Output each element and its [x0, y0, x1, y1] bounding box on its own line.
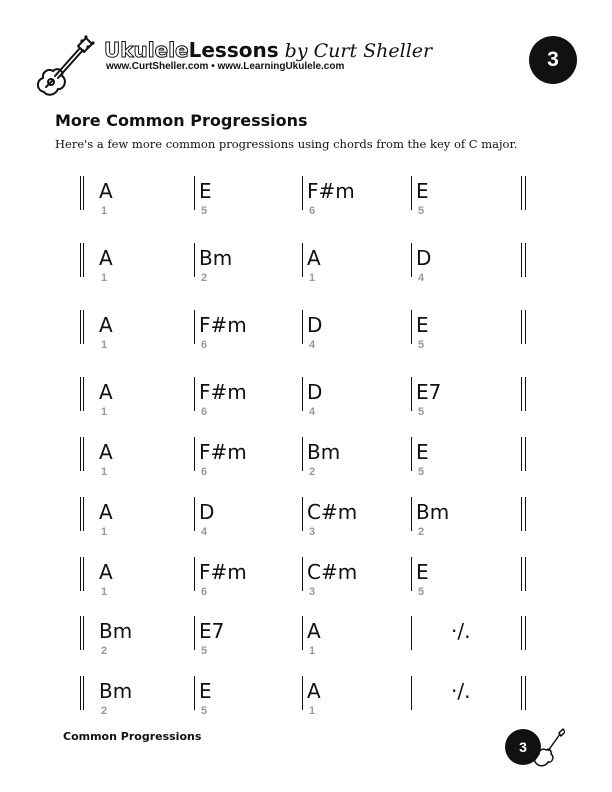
barline [411, 243, 412, 277]
header-urls: www.CurtSheller.com • www.LearningUkulele.com [106, 61, 345, 72]
double-barline-start [80, 377, 84, 411]
double-barline-end [521, 377, 526, 411]
chord-name: A [99, 179, 113, 203]
intro-text: Here's a few more common progressions using chords from the key of C major. [55, 137, 518, 151]
chord-name: E [416, 313, 429, 337]
scale-degree: 2 [309, 466, 316, 478]
scale-degree: 4 [309, 339, 316, 351]
scale-degree: 3 [309, 586, 316, 598]
progression-row [80, 310, 530, 360]
barline [302, 310, 303, 344]
footer-page-number: 3 [505, 729, 541, 765]
progression-row [80, 377, 530, 427]
scale-degree: 1 [101, 406, 108, 418]
barline [194, 176, 195, 210]
scale-degree: 1 [309, 272, 316, 284]
barline [302, 616, 303, 650]
double-barline-start [80, 176, 84, 210]
barline [302, 243, 303, 277]
chord-name: A [99, 313, 113, 337]
scale-degree: 1 [101, 586, 108, 598]
scale-degree: 6 [201, 406, 208, 418]
brand-title [104, 38, 432, 62]
scale-degree: 2 [201, 272, 208, 284]
chord-name: Bm [199, 246, 233, 270]
ukulele-small-icon [533, 726, 565, 768]
scale-degree: 1 [309, 645, 316, 657]
scale-degree: 6 [201, 586, 208, 598]
barline [411, 676, 412, 710]
chord-name: A [99, 500, 113, 524]
barline [302, 676, 303, 710]
barline [194, 243, 195, 277]
chord-name: E7 [416, 380, 442, 404]
chord-name: A [99, 440, 113, 464]
scale-degree: 5 [418, 466, 425, 478]
barline [411, 176, 412, 210]
scale-degree: 1 [101, 205, 108, 217]
chord-name: E7 [199, 619, 225, 643]
barline [194, 676, 195, 710]
barline [411, 616, 412, 650]
scale-degree: 5 [418, 205, 425, 217]
chord-name: A [307, 679, 321, 703]
scale-degree: 4 [309, 406, 316, 418]
scale-degree: 2 [418, 526, 425, 538]
chord-name: F#m [307, 179, 355, 203]
footer-logo [505, 722, 565, 772]
chord-name: F#m [199, 560, 247, 584]
double-barline-start [80, 437, 84, 471]
page-number-badge: 3 [529, 36, 577, 84]
scale-degree: 1 [101, 339, 108, 351]
chord-name: E [199, 679, 212, 703]
progression-row [80, 176, 530, 226]
chord-name: F#m [199, 380, 247, 404]
brand-ukulele: Ukulele [104, 38, 189, 62]
double-barline-end [521, 243, 526, 277]
barline [411, 437, 412, 471]
barline [411, 310, 412, 344]
barline [411, 377, 412, 411]
chord-name: Bm [416, 500, 450, 524]
progression-row [80, 437, 530, 487]
chord-name: A [99, 246, 113, 270]
ukulele-logo-icon [30, 34, 100, 104]
scale-degree: 2 [101, 705, 108, 717]
chord-name: Bm [307, 440, 341, 464]
chord-name: D [307, 313, 323, 337]
scale-degree: 1 [101, 526, 108, 538]
barline [194, 437, 195, 471]
chord-name: A [307, 619, 321, 643]
barline [194, 377, 195, 411]
double-barline-end [521, 437, 526, 471]
brand-author: by Curt Sheller [278, 40, 433, 62]
chord-name: F#m [199, 440, 247, 464]
double-barline-end [521, 676, 526, 710]
barline [302, 557, 303, 591]
scale-degree: 5 [201, 205, 208, 217]
chord-name: C#m [307, 500, 358, 524]
barline [194, 557, 195, 591]
progression-row [80, 616, 530, 666]
scale-degree: 3 [309, 526, 316, 538]
barline [302, 437, 303, 471]
chord-name: D [416, 246, 432, 270]
double-barline-start [80, 616, 84, 650]
scale-degree: 6 [201, 339, 208, 351]
scale-degree: 4 [201, 526, 208, 538]
scale-degree: 5 [418, 406, 425, 418]
repeat-measure-sign: ·/. [451, 619, 471, 643]
double-barline-end [521, 310, 526, 344]
double-barline-start [80, 676, 84, 710]
barline [194, 310, 195, 344]
chord-name: D [307, 380, 323, 404]
double-barline-end [521, 557, 526, 591]
progression-row [80, 557, 530, 607]
double-barline-start [80, 243, 84, 277]
scale-degree: 6 [201, 466, 208, 478]
scale-degree: 6 [309, 205, 316, 217]
progression-row [80, 243, 530, 293]
double-barline-start [80, 557, 84, 591]
chord-name: A [99, 560, 113, 584]
section-title: More Common Progressions [55, 111, 308, 130]
chord-name: C#m [307, 560, 358, 584]
chord-name: A [99, 380, 113, 404]
scale-degree: 4 [418, 272, 425, 284]
barline [302, 497, 303, 531]
chord-name: D [199, 500, 215, 524]
double-barline-end [521, 497, 526, 531]
barline [411, 557, 412, 591]
chord-name: Bm [99, 619, 133, 643]
barline [302, 377, 303, 411]
double-barline-end [521, 616, 526, 650]
chord-name: Bm [99, 679, 133, 703]
barline [302, 176, 303, 210]
chord-name: E [416, 560, 429, 584]
chord-name: A [307, 246, 321, 270]
chord-name: E [416, 179, 429, 203]
progression-row [80, 676, 530, 726]
barline [194, 497, 195, 531]
scale-degree: 2 [101, 645, 108, 657]
barline [411, 497, 412, 531]
scale-degree: 5 [201, 645, 208, 657]
repeat-measure-sign: ·/. [451, 679, 471, 703]
scale-degree: 1 [101, 272, 108, 284]
scale-degree: 1 [309, 705, 316, 717]
chord-name: E [199, 179, 212, 203]
barline [194, 616, 195, 650]
chord-name: E [416, 440, 429, 464]
double-barline-end [521, 176, 526, 210]
scale-degree: 5 [201, 705, 208, 717]
scale-degree: 5 [418, 586, 425, 598]
footer-label: Common Progressions [63, 730, 202, 743]
double-barline-start [80, 310, 84, 344]
double-barline-start [80, 497, 84, 531]
brand-lessons: Lessons [188, 38, 279, 62]
chord-name: F#m [199, 313, 247, 337]
scale-degree: 5 [418, 339, 425, 351]
progression-row [80, 497, 530, 547]
scale-degree: 1 [101, 466, 108, 478]
